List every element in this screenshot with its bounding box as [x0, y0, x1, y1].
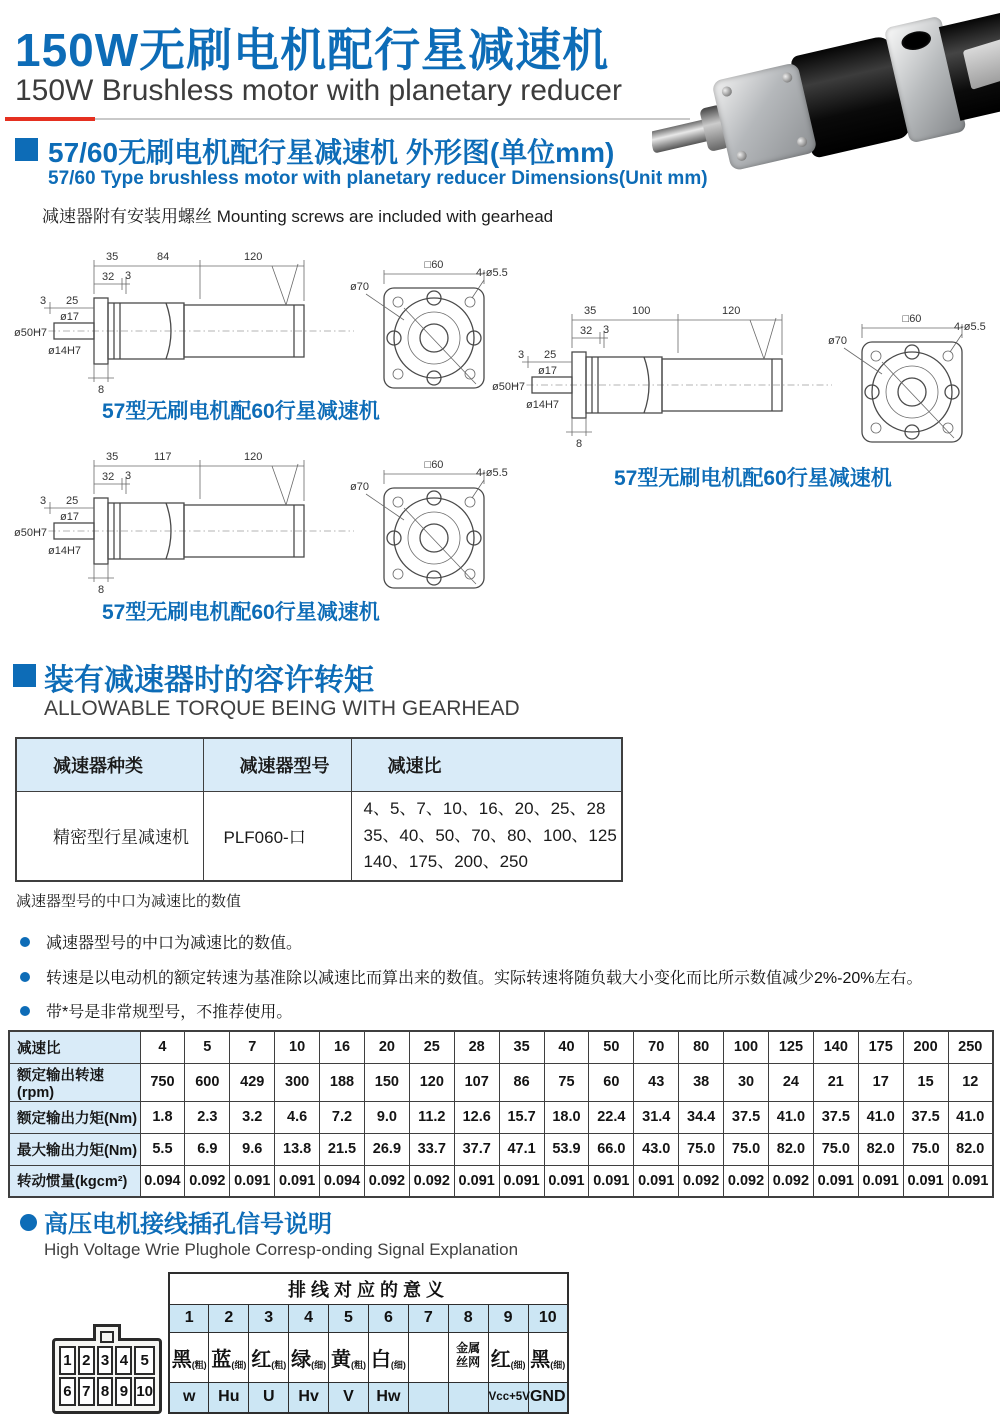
pin-number: 9 — [488, 1304, 528, 1332]
speed-value: 24 — [768, 1063, 813, 1101]
svg-text:3: 3 — [40, 495, 47, 507]
svg-text:ø50H7: ø50H7 — [14, 327, 48, 339]
inertia-value: 0.091 — [499, 1165, 544, 1197]
ratio-value: 250 — [948, 1031, 993, 1063]
svg-text:8: 8 — [576, 438, 583, 450]
note-text: 减速器型号的中口为减速比的数值。 — [46, 935, 303, 952]
max-torque-value: 75.0 — [903, 1133, 948, 1165]
max-torque-value: 82.0 — [948, 1133, 993, 1165]
svg-text:120: 120 — [244, 451, 263, 463]
wire-color-name: 绿 — [291, 1348, 312, 1371]
max-torque-value: 82.0 — [858, 1133, 903, 1165]
connector-clip — [93, 1324, 121, 1341]
torque-col-type: 减速器种类 — [16, 738, 203, 791]
torque-table-footnote: 减速器型号的中口为减速比的数值 — [16, 893, 242, 910]
svg-text:3: 3 — [125, 270, 132, 282]
speed-value: 12 — [948, 1063, 993, 1101]
wire-color-name: 金属丝网 — [456, 1341, 481, 1369]
clamp-hole-graphic — [900, 28, 933, 52]
speed-value: 17 — [858, 1063, 903, 1101]
inertia-value: 0.091 — [454, 1165, 499, 1197]
torque-col-ratio: 减速比 — [351, 738, 622, 791]
pin-number: 4 — [289, 1304, 329, 1332]
torque-table-header-row — [16, 738, 622, 791]
speed-value: 429 — [230, 1063, 275, 1101]
wire-color — [209, 1332, 249, 1382]
inertia-value: 0.092 — [364, 1165, 409, 1197]
svg-text:3: 3 — [518, 349, 525, 361]
wiring-table-title: 排线对应的意义 — [169, 1273, 568, 1304]
speed-value: 15 — [903, 1063, 948, 1101]
svg-text:35: 35 — [584, 305, 597, 317]
wire-color — [289, 1332, 329, 1382]
svg-text:□60: □60 — [424, 459, 444, 471]
wire-color-name: 红 — [490, 1348, 511, 1371]
svg-text:100: 100 — [632, 305, 651, 317]
drawing-1-caption: 57型无刷电机配60行星减速机 — [102, 400, 380, 423]
spec-row-label: 额定输出转速(rpm) — [9, 1063, 140, 1101]
wiring-signal-row — [169, 1382, 568, 1413]
bullet-dot-icon — [20, 1006, 30, 1016]
speed-value: 188 — [320, 1063, 365, 1101]
wiring-table — [168, 1272, 569, 1414]
section-dimensions-title: 57/60无刷电机配行星减速机 外形图(单位mm) — [48, 137, 615, 168]
svg-text:25: 25 — [66, 495, 79, 507]
inertia-value: 0.094 — [140, 1165, 185, 1197]
inertia-value: 0.091 — [230, 1165, 275, 1197]
spec-ratio-label: 减速比 — [9, 1031, 140, 1063]
speed-value: 75 — [544, 1063, 589, 1101]
flange-screw-icon — [721, 86, 733, 98]
gearhead-type: 精密型行星减速机 — [16, 791, 203, 881]
svg-text:35: 35 — [106, 251, 119, 263]
bullet-dot-icon — [20, 937, 30, 947]
pin-number: 2 — [209, 1304, 249, 1332]
svg-text:117: 117 — [154, 451, 172, 463]
inertia-value: 0.092 — [185, 1165, 230, 1197]
wire-color — [488, 1332, 528, 1382]
ratio-value: 28 — [454, 1031, 499, 1063]
spec-ratio-row — [9, 1031, 993, 1063]
wire-color — [368, 1332, 408, 1382]
pin-number: 6 — [368, 1304, 408, 1332]
pin-signal: GND — [528, 1382, 568, 1413]
speed-value: 107 — [454, 1063, 499, 1101]
connector-pin: 9 — [115, 1377, 132, 1406]
svg-text:ø70: ø70 — [350, 481, 369, 493]
wire-color — [249, 1332, 289, 1382]
section-torque-subtitle: ALLOWABLE TORQUE BEING WITH GEARHEAD — [44, 697, 520, 720]
wire-gauge: (粗) — [191, 1359, 207, 1370]
pin-number: 10 — [528, 1304, 568, 1332]
title-divider — [5, 118, 690, 120]
inertia-value: 0.091 — [948, 1165, 993, 1197]
max-torque-value: 21.5 — [320, 1133, 365, 1165]
wire-color-name: 白 — [370, 1348, 391, 1371]
mounting-screws-note: 减速器附有安装用螺丝 Mounting screws are included with gearhead — [42, 207, 554, 226]
max-torque-value: 5.5 — [140, 1133, 185, 1165]
flange-view-3 — [350, 459, 508, 588]
bullet-dot-icon — [20, 972, 30, 982]
torque-value: 3.2 — [230, 1101, 275, 1133]
speed-value: 86 — [499, 1063, 544, 1101]
svg-text:ø50H7: ø50H7 — [492, 381, 526, 393]
title-divider-accent — [5, 117, 95, 121]
svg-text:ø14H7: ø14H7 — [526, 399, 560, 411]
svg-text:ø70: ø70 — [828, 335, 847, 347]
torque-value: 41.0 — [768, 1101, 813, 1133]
svg-text:84: 84 — [157, 251, 170, 263]
page-subtitle: 150W Brushless motor with planetary reducer — [15, 74, 622, 107]
svg-text:ø17: ø17 — [60, 511, 79, 523]
ratio-value: 7 — [230, 1031, 275, 1063]
svg-text:4-ø5.5: 4-ø5.5 — [476, 267, 508, 279]
torque-value: 37.5 — [724, 1101, 769, 1133]
max-torque-value: 9.6 — [230, 1133, 275, 1165]
speed-value: 300 — [275, 1063, 320, 1101]
inertia-value: 0.091 — [858, 1165, 903, 1197]
ratio-line: 4、5、7、10、16、20、25、28 — [363, 799, 606, 819]
inertia-value: 0.092 — [768, 1165, 813, 1197]
speed-value: 21 — [813, 1063, 858, 1101]
ratio-value: 175 — [858, 1031, 903, 1063]
note-item — [18, 1002, 983, 1024]
flange-screw-icon — [796, 136, 808, 148]
drawing-3-caption: 57型无刷电机配60行星减速机 — [102, 601, 380, 624]
inertia-value: 0.094 — [320, 1165, 365, 1197]
svg-text:3: 3 — [603, 324, 610, 336]
ratio-value: 20 — [364, 1031, 409, 1063]
motor-label-graphic — [963, 30, 1000, 89]
ratio-value: 4 — [140, 1031, 185, 1063]
gearhead-model: PLF060-口 — [203, 791, 351, 881]
svg-text:ø14H7: ø14H7 — [48, 545, 82, 557]
section-wiring-title: 高压电机接线插孔信号说明 — [44, 1211, 332, 1238]
note-text: 带*号是非常规型号，不推荐使用。 — [46, 1004, 293, 1022]
pin-signal: w — [169, 1382, 209, 1413]
wire-gauge: (细) — [311, 1359, 327, 1370]
torque-value: 37.5 — [903, 1101, 948, 1133]
spec-rated-torque-row — [9, 1101, 993, 1133]
max-torque-value: 53.9 — [544, 1133, 589, 1165]
torque-value: 9.0 — [364, 1101, 409, 1133]
wire-gauge: (粗) — [271, 1359, 287, 1370]
svg-text:32: 32 — [102, 471, 115, 483]
inertia-value: 0.091 — [589, 1165, 634, 1197]
pin-number: 1 — [169, 1304, 209, 1332]
flange-view-1 — [350, 259, 508, 388]
ratio-value: 140 — [813, 1031, 858, 1063]
ratio-value: 50 — [589, 1031, 634, 1063]
wire-gauge: (粗) — [351, 1359, 366, 1370]
pin-signal: Hw — [368, 1382, 408, 1413]
wire-color — [448, 1332, 488, 1382]
svg-text:25: 25 — [66, 295, 79, 307]
dimension-drawing-3 — [14, 446, 524, 596]
svg-text:32: 32 — [102, 271, 115, 283]
note-item — [18, 933, 983, 955]
flange-view-2 — [828, 313, 986, 442]
ratio-value: 80 — [679, 1031, 724, 1063]
connector-pin: 5 — [134, 1346, 155, 1375]
svg-text:ø14H7: ø14H7 — [48, 345, 82, 357]
page-title: 150W无刷电机配行星减速机 — [15, 24, 610, 76]
torque-table — [15, 737, 623, 882]
ratio-value: 70 — [634, 1031, 679, 1063]
pin-number: 3 — [249, 1304, 289, 1332]
connector-pin-grid — [59, 1346, 155, 1406]
pin-signal: Hu — [209, 1382, 249, 1413]
wire-gauge: (细) — [231, 1359, 247, 1370]
note-item — [18, 968, 983, 990]
pin-signal: Hv — [289, 1382, 329, 1413]
svg-text:ø50H7: ø50H7 — [14, 527, 48, 539]
torque-value: 4.6 — [275, 1101, 320, 1133]
svg-text:8: 8 — [98, 584, 105, 596]
inertia-value: 0.091 — [813, 1165, 858, 1197]
svg-text:120: 120 — [244, 251, 263, 263]
speed-value: 750 — [140, 1063, 185, 1101]
inertia-value: 0.091 — [544, 1165, 589, 1197]
wiring-title-row — [169, 1273, 568, 1304]
connector-pin: 8 — [97, 1377, 114, 1406]
torque-value: 37.5 — [813, 1101, 858, 1133]
flange-screw-icon — [781, 72, 793, 84]
svg-text:35: 35 — [106, 451, 119, 463]
svg-text:3: 3 — [40, 295, 47, 307]
svg-text:□60: □60 — [424, 259, 444, 271]
max-torque-value: 82.0 — [768, 1133, 813, 1165]
wire-color — [528, 1332, 568, 1382]
spec-speed-row — [9, 1063, 993, 1101]
svg-text:120: 120 — [722, 305, 741, 317]
svg-text:□60: □60 — [902, 313, 922, 325]
pin-signal: V — [329, 1382, 369, 1413]
section-dimensions-bullet — [15, 138, 38, 161]
speed-value: 120 — [409, 1063, 454, 1101]
drawing-2-caption: 57型无刷电机配60行星减速机 — [614, 467, 892, 490]
max-torque-value: 75.0 — [724, 1133, 769, 1165]
spec-row-label: 额定输出力矩(Nm) — [9, 1101, 140, 1133]
speed-value: 60 — [589, 1063, 634, 1101]
torque-table-data-row — [16, 791, 622, 881]
wire-color-name: 黑 — [530, 1348, 551, 1371]
torque-value: 41.0 — [858, 1101, 903, 1133]
wiring-number-row — [169, 1304, 568, 1332]
wire-color — [169, 1332, 209, 1382]
speed-value: 43 — [634, 1063, 679, 1101]
torque-value: 18.0 — [544, 1101, 589, 1133]
dimension-drawing-1 — [14, 246, 524, 396]
inertia-value: 0.092 — [679, 1165, 724, 1197]
wire-color-name: 蓝 — [211, 1348, 232, 1371]
max-torque-value: 47.1 — [499, 1133, 544, 1165]
torque-col-model: 减速器型号 — [203, 738, 351, 791]
svg-text:8: 8 — [98, 384, 105, 396]
ratio-value: 5 — [185, 1031, 230, 1063]
torque-value: 1.8 — [140, 1101, 185, 1133]
speed-value: 30 — [724, 1063, 769, 1101]
connector-pin: 7 — [78, 1377, 95, 1406]
spec-row-label: 最大输出力矩(Nm) — [9, 1133, 140, 1165]
ratio-value: 40 — [544, 1031, 589, 1063]
inertia-value: 0.091 — [275, 1165, 320, 1197]
ratio-value: 10 — [275, 1031, 320, 1063]
speed-value: 38 — [679, 1063, 724, 1101]
pin-signal: Vcc+5V — [488, 1382, 528, 1413]
ratio-line: 140、175、200、250 — [363, 851, 528, 871]
svg-text:ø70: ø70 — [350, 281, 369, 293]
pin-number: 7 — [408, 1304, 448, 1332]
max-torque-value: 26.9 — [364, 1133, 409, 1165]
torque-value: 2.3 — [185, 1101, 230, 1133]
torque-value: 7.2 — [320, 1101, 365, 1133]
section-wiring-subtitle: High Voltage Wrie Plughole Corresp-onding Signal Explanation — [44, 1240, 519, 1259]
pin-signal — [408, 1382, 448, 1413]
wire-color — [329, 1332, 369, 1382]
section-torque-bullet — [13, 664, 36, 687]
max-torque-value: 6.9 — [185, 1133, 230, 1165]
wire-color-name: 黄 — [331, 1348, 351, 1371]
max-torque-value: 37.7 — [454, 1133, 499, 1165]
notes-list — [18, 933, 983, 1037]
section-torque-title: 装有减速器时的容许转矩 — [44, 664, 374, 697]
max-torque-value: 75.0 — [813, 1133, 858, 1165]
connector-pin: 1 — [59, 1346, 76, 1375]
section-wiring-bullet — [20, 1214, 37, 1231]
wiring-color-row — [169, 1332, 568, 1382]
connector-pin: 10 — [134, 1377, 155, 1406]
inertia-value: 0.092 — [409, 1165, 454, 1197]
spec-row-label: 转动惯量(kgcm²) — [9, 1165, 140, 1197]
ratio-value: 25 — [409, 1031, 454, 1063]
ratio-value: 16 — [320, 1031, 365, 1063]
svg-text:ø17: ø17 — [538, 365, 557, 377]
torque-value: 15.7 — [499, 1101, 544, 1133]
pin-signal — [448, 1382, 488, 1413]
svg-text:ø17: ø17 — [60, 311, 79, 323]
torque-value: 41.0 — [948, 1101, 993, 1133]
max-torque-value: 66.0 — [589, 1133, 634, 1165]
pin-number: 8 — [448, 1304, 488, 1332]
torque-value: 31.4 — [634, 1101, 679, 1133]
wire-gauge: (细) — [550, 1359, 566, 1370]
wire-gauge: (细) — [390, 1359, 406, 1370]
inertia-value: 0.091 — [903, 1165, 948, 1197]
max-torque-value: 33.7 — [409, 1133, 454, 1165]
torque-value: 34.4 — [679, 1101, 724, 1133]
connector-pin: 3 — [97, 1346, 114, 1375]
ratio-value: 200 — [903, 1031, 948, 1063]
ratio-line: 35、40、50、70、80、100、125 — [363, 825, 617, 845]
torque-value: 22.4 — [589, 1101, 634, 1133]
ratio-value: 35 — [499, 1031, 544, 1063]
max-torque-value: 75.0 — [679, 1133, 724, 1165]
speed-value: 150 — [364, 1063, 409, 1101]
section-dimensions-subtitle: 57/60 Type brushless motor with planetary reducer Dimensions(Unit mm) — [48, 168, 708, 189]
wire-color-name: 黑 — [171, 1348, 192, 1371]
note-text: 转速是以电动机的额定转速为基准除以减速比而算出来的数值。实际转速将随负载大小变化而比所示数值减少2%-20%左右。 — [46, 969, 923, 987]
torque-value: 11.2 — [409, 1101, 454, 1133]
flange-screw-icon — [736, 150, 748, 162]
max-torque-value: 13.8 — [275, 1133, 320, 1165]
max-torque-value: 43.0 — [634, 1133, 679, 1165]
ratio-value: 100 — [724, 1031, 769, 1063]
inertia-value: 0.091 — [634, 1165, 679, 1197]
connector-pin: 2 — [78, 1346, 95, 1375]
dimension-drawing-2 — [492, 300, 1000, 450]
wire-color — [408, 1332, 448, 1382]
gearhead-ratios — [351, 791, 622, 881]
svg-text:3: 3 — [125, 470, 132, 482]
wire-gauge: (细) — [510, 1359, 526, 1370]
connector-plug-icon — [52, 1338, 162, 1414]
connector-pin: 6 — [59, 1377, 76, 1406]
inertia-value: 0.092 — [724, 1165, 769, 1197]
spec-table — [8, 1030, 994, 1198]
svg-text:4-ø5.5: 4-ø5.5 — [476, 467, 508, 479]
pin-signal: U — [249, 1382, 289, 1413]
speed-value: 600 — [185, 1063, 230, 1101]
pin-number: 5 — [329, 1304, 369, 1332]
svg-text:25: 25 — [544, 349, 557, 361]
svg-text:4-ø5.5: 4-ø5.5 — [954, 321, 986, 333]
spec-inertia-row — [9, 1165, 993, 1197]
spec-max-torque-row — [9, 1133, 993, 1165]
connector-pin: 4 — [115, 1346, 132, 1375]
torque-value: 12.6 — [454, 1101, 499, 1133]
connector-clip-inner — [100, 1331, 114, 1343]
ratio-value: 125 — [768, 1031, 813, 1063]
wire-color-name: 红 — [251, 1348, 272, 1371]
svg-text:32: 32 — [580, 325, 593, 337]
